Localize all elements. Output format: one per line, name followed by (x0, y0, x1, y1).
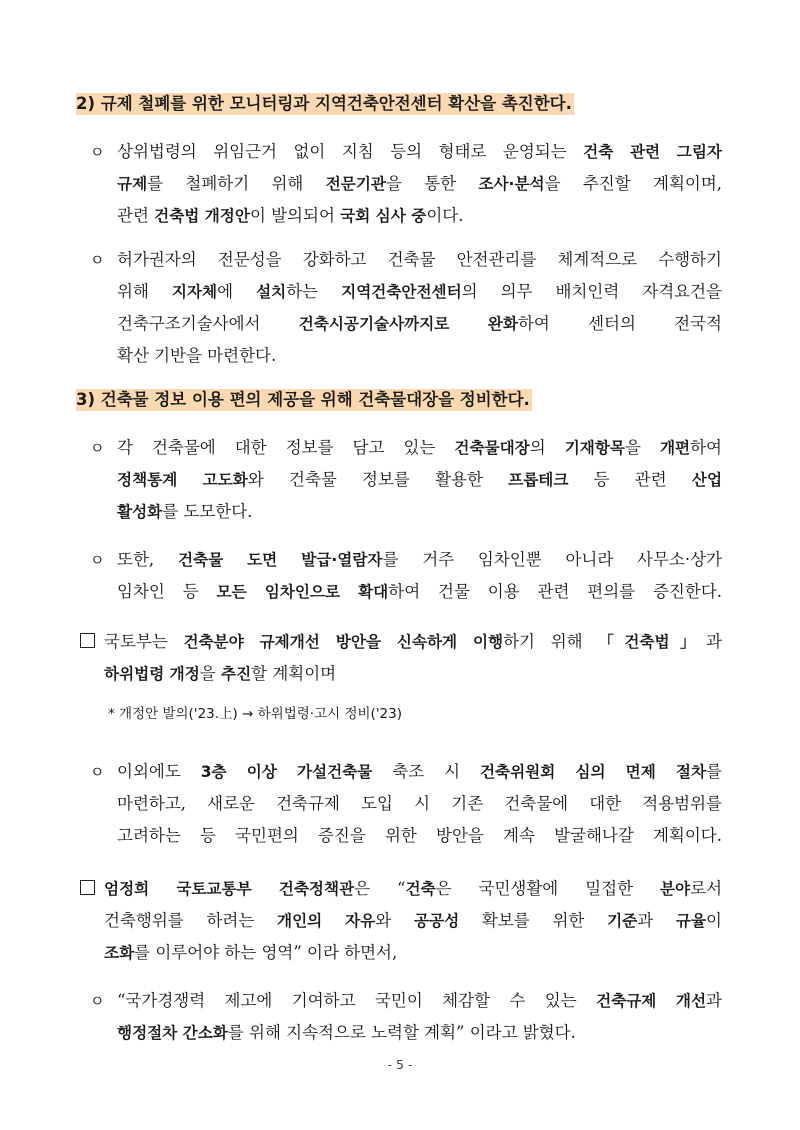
paragraph (117, 244, 722, 372)
paragraph (117, 432, 722, 528)
square-bullet (80, 633, 95, 648)
text-line: 건축구조기술사에서 건축시공기술사까지로 완화하여 센터의 전국적 (117, 314, 722, 333)
section-heading-2: 2) 규제 철폐를 위한 모니터링과 지역건축안전센터 확산을 촉진한다. (76, 90, 574, 118)
text-line: 임차인 등 모든 임차인으로 확대하여 건물 이용 관련 편의를 증진한다. (117, 582, 722, 601)
square-bullet (80, 880, 95, 895)
text-line: 관련 건축법 개정안이 발의되어 국회 심사 중이다. (117, 206, 464, 225)
text-line: 하위법령 개정을 추진할 계획이며 (104, 664, 337, 683)
text-line: 국토부는 건축분야 규제개선 방안을 신속하게 이행하기 위해 「건축법」과 (104, 632, 722, 651)
section-heading-3: 3) 건축물 정보 이용 편의 제공을 위해 건축물대장을 정비한다. (76, 386, 532, 414)
paragraph (117, 985, 722, 1049)
paragraph (104, 626, 722, 690)
text-line: 마련하고, 새로운 건축규제 도입 시 기존 건축물에 대한 적용범위를 (117, 794, 722, 813)
text-line: 행정절차 간소화를 위해 지속적으로 노력할 계획” 이라고 밝혔다. (117, 1023, 576, 1042)
text-line: 위해 지자체에 설치하는 지역건축안전센터의 의무 배치인력 자격요건을 (117, 282, 722, 301)
text-line: 확산 기반을 마련한다. (117, 346, 277, 365)
text-line: 고려하는 등 국민편의 증진을 위한 방안을 계속 발굴해나갈 계획이다. (117, 826, 722, 845)
text-line: 활성화를 도모한다. (117, 502, 253, 521)
footnote: * 개정안 발의('23.上) → 하위법령·고시 정비('23) (108, 706, 402, 722)
text-line: 상위법령의 위임근거 없이 지침 등의 형태로 운영되는 건축 관련 그림자 (117, 142, 722, 161)
text-line: “국가경쟁력 제고에 기여하고 국민이 체감할 수 있는 건축규제 개선과 (117, 991, 722, 1010)
circle-bullet: ㅇ (90, 439, 105, 457)
paragraph (117, 136, 722, 232)
text-line: 각 건축물에 대한 정보를 담고 있는 건축물대장의 기재항목을 개편하여 (117, 438, 722, 457)
text-line: 또한, 건축물 도면 발급·열람자를 거주 임차인뿐 아니라 사무소·상가 (117, 550, 723, 569)
paragraph (104, 873, 722, 969)
circle-bullet: ㅇ (90, 763, 105, 781)
text-line: 건축행위를 하려는 개인의 자유와 공공성 확보를 위한 기준과 규율이 (104, 911, 722, 930)
page-number: - 5 - (387, 1057, 413, 1072)
circle-bullet: ㅇ (90, 551, 105, 569)
circle-bullet: ㅇ (90, 992, 105, 1010)
text-line: 조화를 이루어야 하는 영역” 이라 하면서, (104, 943, 398, 962)
text-line: 엄정희 국토교통부 건축정책관은 “건축은 국민생활에 밀접한 분야로서 (104, 879, 723, 898)
paragraph (117, 544, 722, 608)
text-line: 정책통계 고도화와 건축물 정보를 활용한 프롭테크 등 관련 산업 (117, 470, 723, 489)
circle-bullet: ㅇ (90, 143, 105, 161)
paragraph (117, 756, 722, 852)
text-line: 규제를 철폐하기 위해 전문기관을 통한 조사·분석을 추진할 계획이며, (117, 174, 723, 193)
text-line: 허가권자의 전문성을 강화하고 건축물 안전관리를 체계적으로 수행하기 (117, 250, 722, 269)
text-line: 이외에도 3층 이상 가설건축물 축조 시 건축위원회 심의 면제 절차를 (117, 762, 722, 781)
circle-bullet: ㅇ (90, 251, 105, 269)
